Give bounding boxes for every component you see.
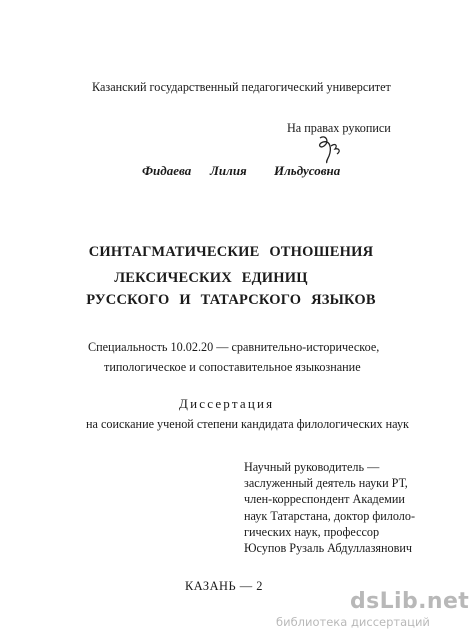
watermark-subtitle: библиотека диссертаций: [276, 615, 430, 629]
dissertation-title-line: РУССКОГО И ТАТАРСКОГО ЯЗЫКОВ: [86, 292, 376, 308]
dissertation-purpose: на соискание ученой степени кандидата филологических наук: [86, 417, 409, 431]
university-name: Казанский государственный педагогический университет: [92, 80, 391, 94]
signature-icon: [312, 132, 352, 166]
specialty-line: типологическое и сопоставительное языкознание: [104, 360, 361, 374]
author-surname: Фидаева: [142, 163, 192, 178]
supervisor-line: наук Татарстана, доктор филоло-: [244, 508, 416, 523]
specialty-line: Специальность 10.02.20 — сравнительно-историческое,: [88, 340, 380, 354]
manuscript-rights-note: На правах рукописи: [287, 121, 391, 135]
watermark-logo: dsLib.net: [350, 589, 469, 614]
dissertation-title-line: СИНТАГМАТИЧЕСКИЕ ОТНОШЕНИЯ: [88, 244, 374, 260]
supervisor-line: Научный руководитель —: [244, 460, 380, 474]
author-patronymic: Ильдусовна: [274, 163, 341, 178]
supervisor-line: заслуженный деятель науки РТ,: [244, 476, 408, 491]
supervisor-line: член-корреспондент Академии: [244, 492, 405, 507]
city-year: КАЗАНЬ — 2: [185, 579, 263, 593]
supervisor-line: гических наук, профессор: [244, 524, 380, 539]
watermark: [276, 589, 469, 629]
supervisor-block: [244, 459, 415, 556]
dissertation-label: Диссертация: [179, 396, 275, 411]
supervisor-line: Юсупов Рузаль Абдуллазянович: [244, 541, 413, 556]
author-given-name: Лилия: [210, 163, 247, 178]
dissertation-title-line: ЛЕКСИЧЕСКИХ ЕДИНИЦ: [114, 270, 308, 286]
